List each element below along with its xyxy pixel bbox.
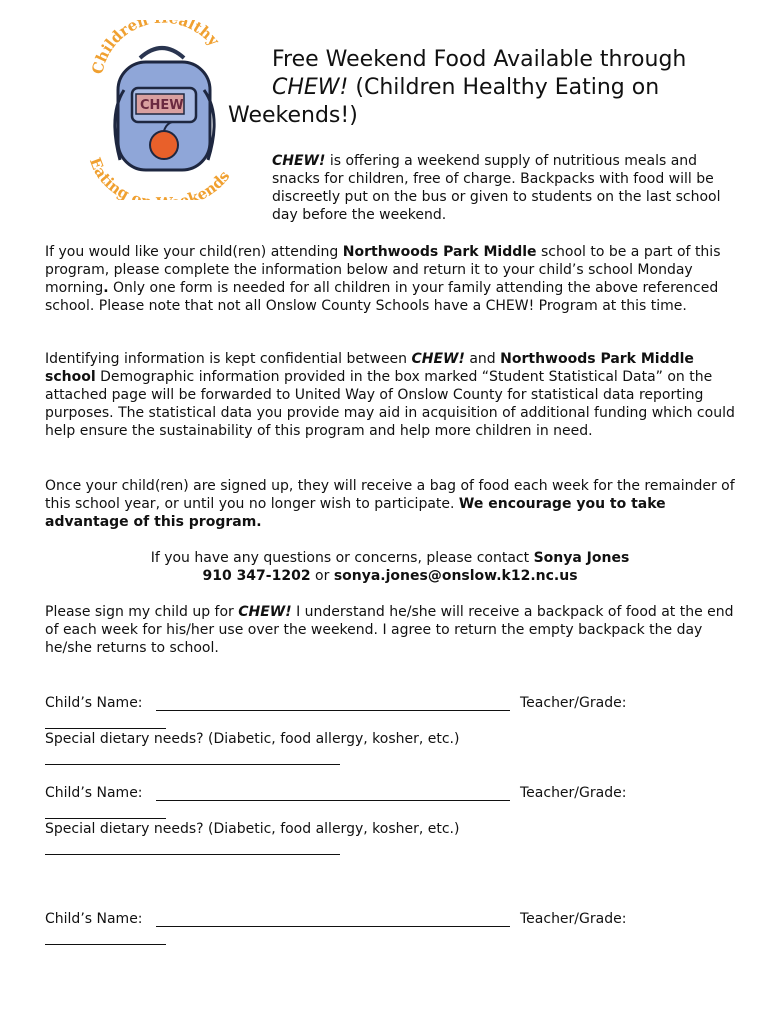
child-name-label-1: Child’s Name: (45, 695, 143, 711)
teacher-grade-label-3: Teacher/Grade: (520, 911, 627, 927)
teacher-grade-label-1: Teacher/Grade: (520, 695, 627, 711)
logo-bag-label: CHEW (140, 98, 184, 113)
chew-logo (80, 20, 245, 200)
child-name-field-1[interactable] (156, 710, 510, 711)
signup-info-paragraph: Once your child(ren) are signed up, they will receive a bag of food each week for the remainder of this school year, or until you no longer wish to participate. We encourage you to take advantage of this program. (45, 478, 735, 530)
backpack-icon (115, 48, 214, 170)
teacher-grade-field-2[interactable] (45, 818, 166, 819)
teacher-grade-field-1[interactable] (45, 728, 166, 729)
page-title-line3: Weekends!) (228, 103, 358, 128)
intro-paragraph: CHEW! is offering a weekend supply of nutritious meals and snacks for children, free of charge. Backpacks with food will be discreetly put on the bus or given to students on the last school day before the weekend. (272, 153, 721, 223)
logo-arc-bottom-text: Eating o kends (85, 155, 234, 200)
logo-arc-top-text: Children althy (88, 20, 223, 76)
program-paragraph: If you would like your child(ren) attending Northwoods Park Middle school to be a part of this program, please complete the information below and return it to your child’s school Monday morning. Only one form is needed for all children in your family attending the above referenced school. Please note that not all Onslow County Schools have a CHEW! Program at this time. (45, 244, 721, 314)
dietary-field-1[interactable] (45, 764, 340, 765)
child-name-field-2[interactable] (156, 800, 510, 801)
confidentiality-paragraph: Identifying information is kept confidential between CHEW! and Northwoods Park Middle school Demographic information provided in the box marked “Student Statistical Data” on the attached page will be forwarded to United Way of Onslow County for statistical data reporting purposes. The statistical data you provide may aid in acquisition of additional funding which could help ensure the sustainability of this program and help more children in need. (45, 351, 735, 439)
consent-paragraph: Please sign my child up for CHEW! I understand he/she will receive a backpack of food at the end of each week for his/her use over the weekend. I agree to return the empty backpack the day he/she returns to school. (45, 604, 734, 656)
child-name-label-3: Child’s Name: (45, 911, 143, 927)
teacher-grade-label-2: Teacher/Grade: (520, 785, 627, 801)
dietary-label-1: Special dietary needs? (Diabetic, food allergy, kosher, etc.) (45, 731, 460, 747)
contact-email[interactable]: sonya.jones@onslow.k12.nc.us (333, 568, 578, 584)
child-name-field-3[interactable] (156, 926, 510, 927)
contact-block: If you have any questions or concerns, please contact Sonya Jones 910 347-1202 or sonya.jones@onslow.k12.nc.us (150, 550, 630, 584)
page-title: Free Weekend Food Available through CHEW! (Children Healthy Eating on (272, 47, 687, 100)
dietary-field-2[interactable] (45, 854, 340, 855)
teacher-grade-field-3[interactable] (45, 944, 166, 945)
child-name-label-2: Child’s Name: (45, 785, 143, 801)
dietary-label-2: Special dietary needs? (Diabetic, food allergy, kosher, etc.) (45, 821, 460, 837)
